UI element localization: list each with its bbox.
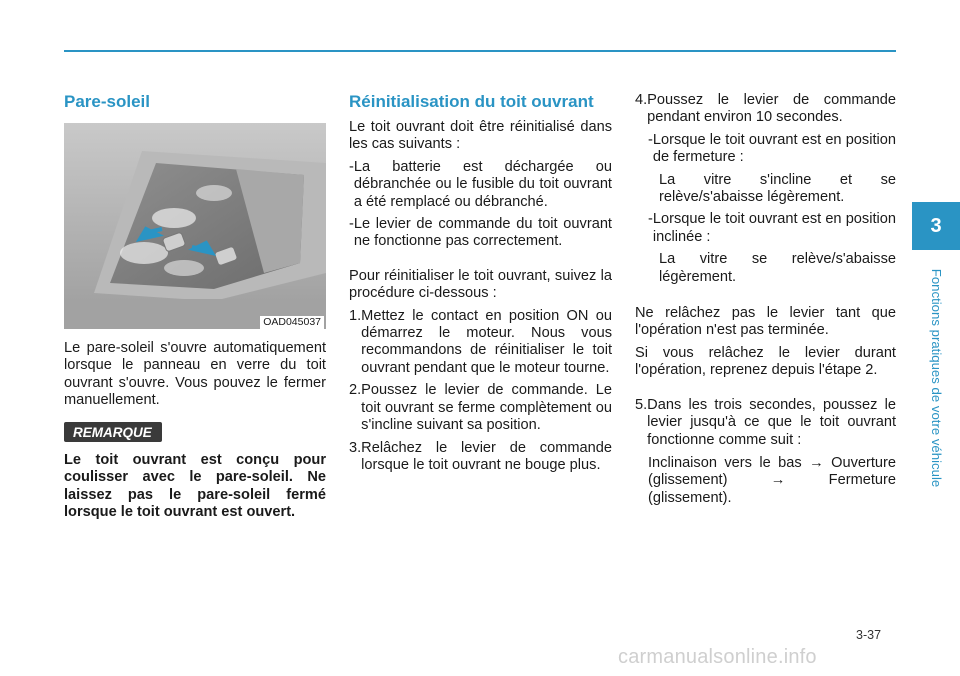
sequence-text: Inclinaison vers le bas → Ouverture (glissement) → Fermeture (glissement). <box>648 454 896 506</box>
procedure-intro: Pour réinitialiser le toit ouvrant, suivez la procédure ci-dessous : <box>349 267 612 302</box>
chapter-title: Fonctions pratiques de votre véhicule <box>929 268 944 488</box>
sub-item: - Lorsque le toit ouvrant est en position de fermeture : <box>648 131 896 166</box>
column-sunshade <box>64 92 326 522</box>
note-release: Ne relâchez pas le levier tant que l'opération n'est pas terminée. <box>635 305 896 339</box>
page-number: 3-37 <box>856 628 882 642</box>
step-item: 3. Relâchez le levier de commande lorsque le toit ouvrant ne bouge plus. <box>349 439 612 473</box>
step-item: 5. Dans les trois secondes, poussez le levier jusqu'à ce que le toit ouvrant fonctionne comme suit : <box>635 396 896 448</box>
sunshade-body: Le pare-soleil s'ouvre automatiquement lorsque le panneau en verre du toit ouvrant s'ouvre. Vous pouvez le fermer manuellement. <box>64 340 326 409</box>
chapter-tab: 3 <box>912 202 960 250</box>
column-reset-continued <box>635 92 896 507</box>
top-rule <box>64 50 896 52</box>
step-item: 1. Mettez le contact en position ON ou démarrez le moteur. Nous vous recommandons de réinitialiser le toit ouvrant pendant que le moteur tourne. <box>349 307 612 376</box>
reset-intro: Le toit ouvrant doit être réinitialisé dans les cas suivants : <box>349 119 612 153</box>
image-code: OAD045037 <box>260 316 324 329</box>
remarque-text: Le toit ouvrant est conçu pour coulisser avec le pare-soleil. Ne laissez pas le pare-soleil fermé lorsque le toit ouvrant est ouvert. <box>64 452 326 521</box>
step-item: 4. Poussez le levier de commande pendant environ 10 secondes. <box>635 92 896 126</box>
sub-detail: La vitre s'incline et se relève/s'abaisse légèrement. <box>659 171 896 206</box>
watermark: carmanualsonline.info <box>618 646 817 668</box>
list-item: - Le levier de commande du toit ouvrant ne fonctionne pas correctement. <box>349 216 612 250</box>
sub-detail: La vitre se relève/s'abaisse légèrement. <box>659 251 896 285</box>
heading-reset: Réinitialisation du toit ouvrant <box>349 92 594 111</box>
note-restart: Si vous relâchez le levier durant l'opération, reprenez depuis l'étape 2. <box>635 344 896 379</box>
step-item: 2. Poussez le levier de commande. Le toit ouvrant se ferme complètement ou s'incline suivant sa position. <box>349 382 612 434</box>
sub-item: - Lorsque le toit ouvrant est en position inclinée : <box>648 211 896 245</box>
list-item: - La batterie est déchargée ou débranchée ou le fusible du toit ouvrant a été remplacé ou débranché. <box>349 158 612 210</box>
remarque-badge: REMARQUE <box>64 422 162 442</box>
sunroof-photo <box>64 123 326 329</box>
heading-sunshade: Pare-soleil <box>64 92 150 111</box>
column-reset <box>349 92 612 474</box>
sunroof-illustration <box>64 123 326 329</box>
